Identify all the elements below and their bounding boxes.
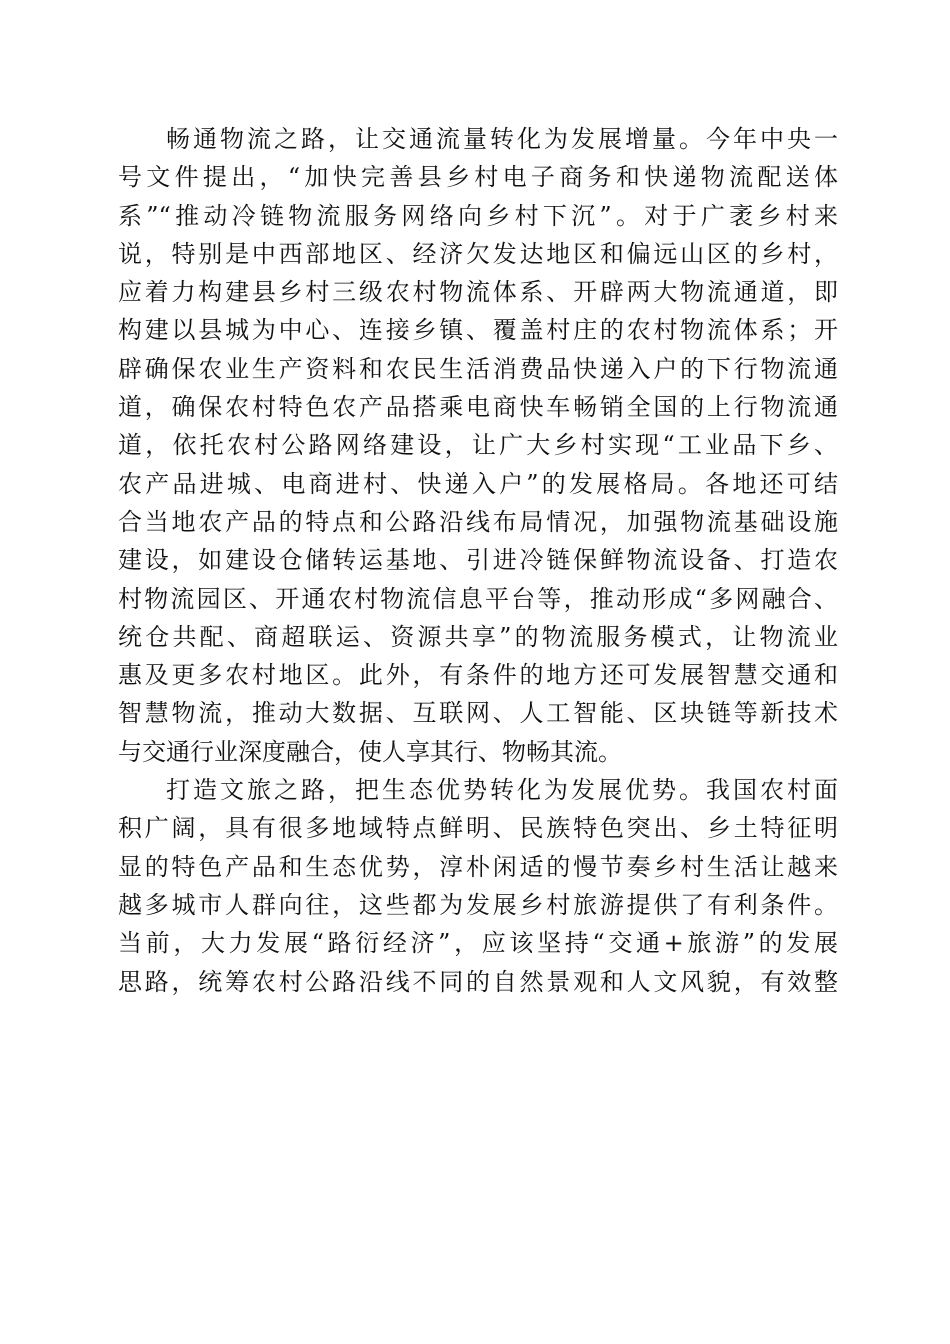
paragraph-logistics (118, 120, 838, 771)
paragraph-line: 智慧物流，推动大数据、互联网、人工智能、区块链等新技术 (118, 699, 838, 728)
document-body (118, 120, 838, 1001)
paragraph-line: 与交通行业深度融合，使人享其行、物畅其流。 (118, 737, 622, 766)
paragraph-line: 道，确保农村特色农产品搭乘电商快车畅销全国的上行物流通 (118, 393, 838, 422)
paragraph-line: 村物流园区、开通农村物流信息平台等，推动形成“多网融合、 (118, 584, 838, 613)
paragraph-line: 应着力构建县乡村三级农村物流体系、开辟两大物流通道，即 (118, 278, 838, 307)
paragraph-line: 显的特色产品和生态优势，淳朴闲适的慢节奏乡村生活让越来 (118, 852, 838, 881)
paragraph-line: 号文件提出，“加快完善县乡村电子商务和快递物流配送体 (118, 163, 838, 192)
paragraph-line: 思路，统筹农村公路沿线不同的自然景观和人文风貌，有效整 (118, 967, 838, 996)
paragraph-line: 构建以县城为中心、连接乡镇、覆盖村庄的农村物流体系；开 (118, 316, 838, 345)
paragraph-line: 打造文旅之路，把生态优势转化为发展优势。我国农村面 (166, 776, 838, 805)
paragraph-line: 辟确保农业生产资料和农民生活消费品快递入户的下行物流通 (118, 354, 838, 383)
paragraph-line: 说，特别是中西部地区、经济欠发达地区和偏远山区的乡村， (118, 239, 838, 268)
paragraph-line: 越多城市人群向往，这些都为发展乡村旅游提供了有利条件。 (118, 890, 838, 919)
paragraph-line: 统仓共配、商超联运、资源共享”的物流服务模式，让物流业 (118, 622, 838, 651)
paragraph-line: 建设，如建设仓储转运基地、引进冷链保鲜物流设备、打造农 (118, 546, 838, 575)
paragraph-line: 道，依托农村公路网络建设，让广大乡村实现“工业品下乡、 (118, 431, 838, 460)
paragraph-line: 畅通物流之路，让交通流量转化为发展增量。今年中央一 (166, 125, 838, 153)
paragraph-line: 惠及更多农村地区。此外，有条件的地方还可发展智慧交通和 (118, 661, 838, 690)
paragraph-line: 合当地农产品的特点和公路沿线布局情况，加强物流基础设施 (118, 507, 838, 536)
paragraph-line: 当前，大力发展“路衍经济”，应该坚持“交通+旅游”的发展 (118, 929, 838, 958)
paragraph-tourism (118, 771, 838, 1001)
paragraph-line: 积广阔，具有很多地域特点鲜明、民族特色突出、乡土特征明 (118, 814, 838, 843)
paragraph-line: 农产品进城、电商进村、快递入户”的发展格局。各地还可结 (118, 469, 838, 498)
paragraph-line: 系”“推动冷链物流服务网络向乡村下沉”。对于广袤乡村来 (118, 201, 838, 230)
